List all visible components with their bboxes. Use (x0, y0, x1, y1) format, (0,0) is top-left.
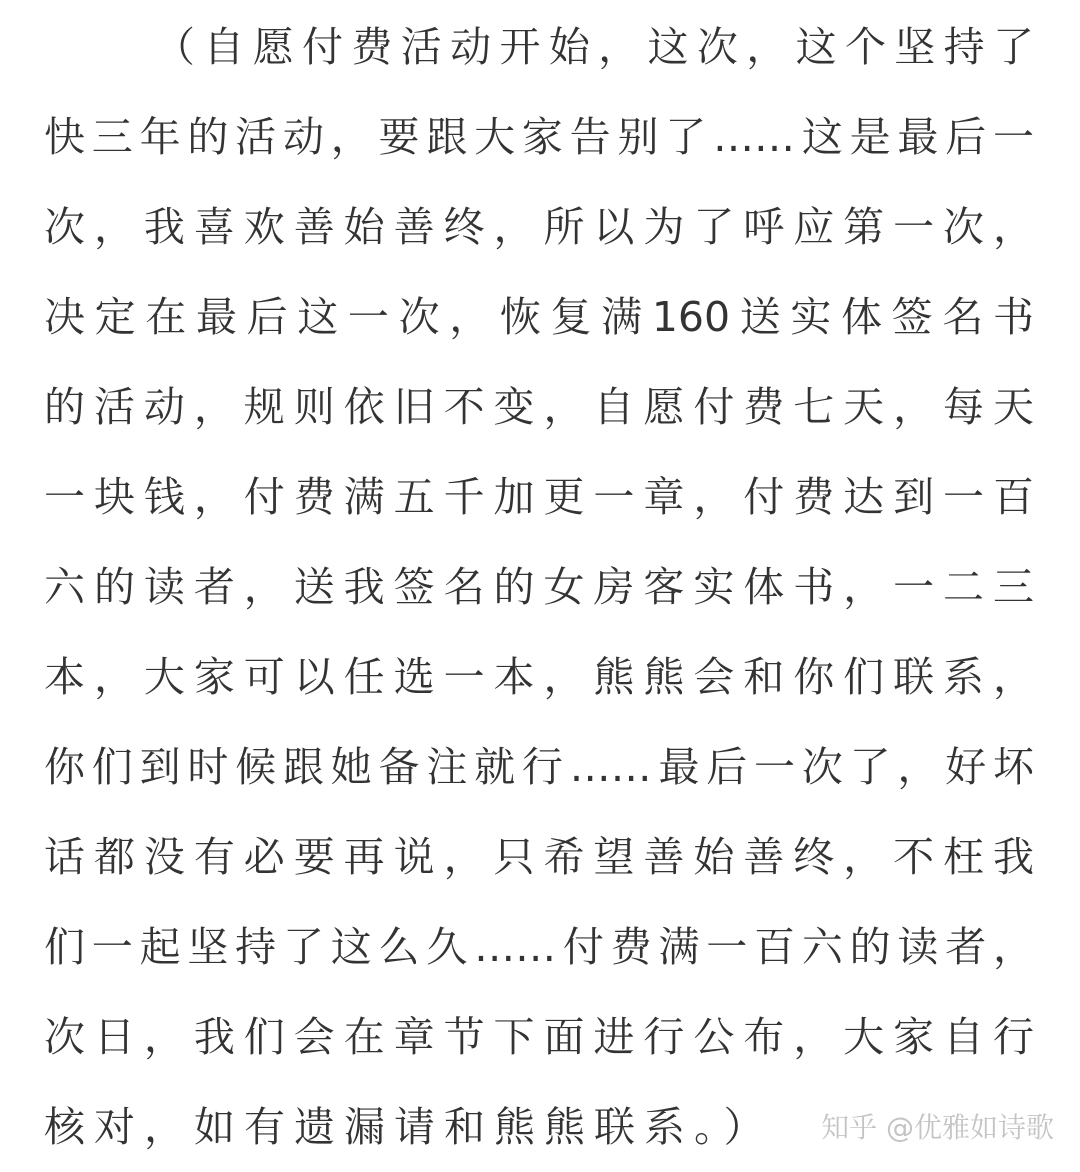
text-line: （自愿付费活动开始，这次，这个坚持了 (154, 23, 1034, 71)
text-line-last: 核对，如有遗漏请和熊熊联系。） (44, 1103, 774, 1151)
text-line: 本，大家可以任选一本，熊熊会和你们联系， (44, 653, 1034, 701)
text-line: 决定在最后这一次，恢复满160送实体签名书 (44, 293, 1034, 341)
text-line: 话都没有必要再说，只希望善始善终，不枉我 (44, 833, 1034, 881)
text-line: 次，我喜欢善始善终，所以为了呼应第一次， (44, 203, 1034, 251)
text-line: 次日，我们会在章节下面进行公布，大家自行 (44, 1013, 1034, 1061)
zhihu-watermark: 知乎 @优雅如诗歌 (821, 1111, 1054, 1144)
text-line: 们一起坚持了这么久……付费满一百六的读者， (44, 923, 1034, 971)
text-line: 的活动，规则依旧不变，自愿付费七天，每天 (44, 383, 1034, 431)
text-line: 你们到时候跟她备注就行……最后一次了，好坏 (44, 743, 1034, 791)
text-line: 六的读者，送我签名的女房客实体书，一二三 (44, 563, 1034, 611)
text-line: 快三年的活动，要跟大家告别了……这是最后一 (44, 113, 1034, 161)
text-line: 一块钱，付费满五千加更一章，付费达到一百 (44, 473, 1034, 521)
